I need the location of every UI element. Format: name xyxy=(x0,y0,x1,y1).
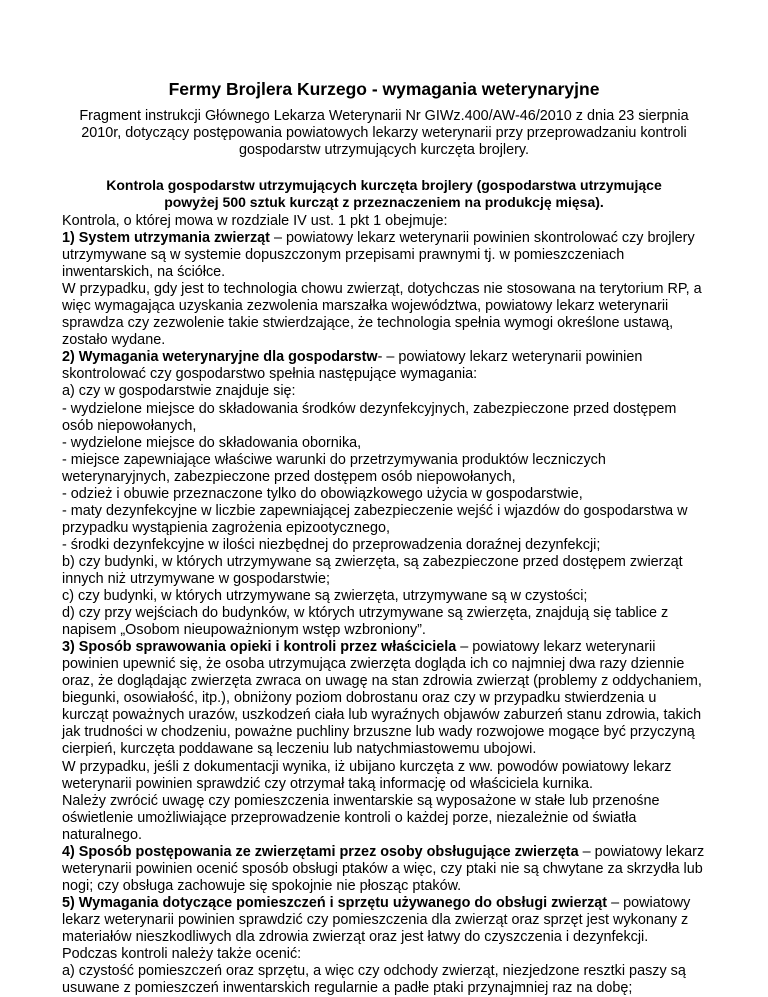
paragraph-text: a) czy w gospodarstwie znajduje się: xyxy=(62,383,296,400)
paragraph xyxy=(62,503,706,537)
paragraph-text: W przypadku, jeśli z dokumentacji wynika, iż ubijano kurczęta z ww. powodów powiatowy lekarz weterynarii powinien sprawdzić czy otrzymał taką informację od właściciela kurnika. xyxy=(62,758,672,792)
paragraph-text: Należy zwrócić uwagę czy pomieszczenia inwentarskie są wyposażone w stałe lub przenośne oświetlenie umożliwiające przeprowadzenie kontroli o każdej porze, niezależnie od światła naturalnego. xyxy=(62,792,660,843)
paragraph-text: d) czy przy wejściach do budynków, w których utrzymywane są zwierzęta, znajdują się tablice z napisem „Osobom nieupoważnionym wstęp wzbroniony”. xyxy=(62,605,669,639)
paragraph-heading: 5) Wymagania dotyczące pomieszczeń i sprzętu używanego do obsługi zwierząt xyxy=(62,894,608,911)
paragraph xyxy=(62,383,706,400)
paragraph-text: c) czy budynki, w których utrzymywane są zwierzęta, utrzymywane są w czystości; xyxy=(62,588,588,605)
paragraph xyxy=(62,452,706,486)
paragraph xyxy=(62,895,706,963)
paragraph-heading: 2) Wymagania weterynaryjne dla gospodarstw xyxy=(62,349,378,366)
paragraph xyxy=(62,844,706,895)
paragraph xyxy=(62,435,706,452)
paragraph-text: - wydzielone miejsce do składowania środków dezynfekcyjnych, zabezpieczone przed dostępem osób niepowołanych, xyxy=(62,400,677,434)
paragraph xyxy=(62,486,706,503)
paragraph xyxy=(62,349,706,383)
paragraph xyxy=(62,639,706,758)
paragraph-text: Kontrola, o której mowa w rozdziale IV ust. 1 pkt 1 obejmuje: xyxy=(62,213,448,229)
paragraph xyxy=(62,281,706,349)
paragraph-text: a) czystość pomieszczeń oraz sprzętu, a więc czy odchody zwierząt, niezjedzone resztki paszy są usuwane z pomieszczeń inwentarskich regularnie a padłe ptaki przynajmniej raz na dobę; xyxy=(62,963,686,997)
paragraph xyxy=(62,588,706,605)
section-heading: Kontrola gospodarstw utrzymujących kurczęta brojlery (gospodarstwa utrzymujące powyżej 500 sztuk kurcząt z przeznaczeniem na produkcję mięsa). xyxy=(106,177,662,210)
paragraph xyxy=(62,605,706,639)
paragraph xyxy=(62,963,706,997)
paragraph-text: – powiatowy lekarz weterynarii powinien sprawdzić czy pomieszczenia dla zwierząt oraz sprzęt jest wykonany z materiałów nieszkodliwych dla zdrowia zwierząt oraz jest łatwy do czyszczenia i dezynfekcji. Podczas kontroli należy także ocenić: xyxy=(62,894,691,963)
paragraph-text: - środki dezynfekcyjne w ilości niezbędnej do przeprowadzenia doraźnej dezynfekcji; xyxy=(62,536,601,553)
paragraph-text: – powiatowy lekarz weterynarii powinien upewnić się, że osoba utrzymująca zwierzęta dogląda ich co najmniej dwa razy dziennie oraz, że doglądając zwierzęta zwraca on uwagę na stan zdrowia zwierząt (problemy z oddychaniem, biegunki, osowiałość, itp.), obniżony poziom dobrostanu oraz czy w przypadku stwierdzenia u kurcząt poważnych urazów, uszkodzeń ciała lub wyraźnych objawów zaburzeń stanu zdrowia, takich jak trudności w chodzeniu, poważne puchliny brzuszne lub wady rozwojowe mogące być przyczyną cierpień, kurczęta poddawane są leczeniu lub natychmiastowemu ubojowi. xyxy=(62,639,702,758)
paragraph xyxy=(62,554,706,588)
paragraph-heading: 3) Sposób sprawowania opieki i kontroli przez właściciela xyxy=(62,639,457,656)
paragraph xyxy=(62,759,706,793)
paragraph xyxy=(62,401,706,435)
paragraph-text: W przypadku, gdy jest to technologia chowu zwierząt, dotychczas nie stosowana na terytorium RP, a więc wymagająca uzyskania zezwolenia marszałka województwa, powiatowy lekarz weterynarii sprawdza czy zezwolenie takie stwierdzające, że technologia spełnia wymogi określone ustawą, zostało wydane. xyxy=(62,281,702,349)
paragraph-heading: 4) Sposób postępowania ze zwierzętami przez osoby obsługujące zwierzęta xyxy=(62,843,579,860)
document-subtitle: Fragment instrukcji Głównego Lekarza Weterynarii Nr GIWz.400/AW-46/2010 z dnia 23 sierpnia 2010r, dotyczący postępowania powiatowych lekarzy weterynarii przy przeprowadzaniu kontroli gospodarstw utrzymujących kurczęta brojlery. xyxy=(79,108,689,158)
paragraph-text: - wydzielone miejsce do składowania obornika, xyxy=(62,434,362,451)
paragraph-text: - odzież i obuwie przeznaczone tylko do obowiązkowego użycia w gospodarstwie, xyxy=(62,485,583,502)
paragraph-text: – powiatowy lekarz weterynarii powinien skontrolować czy brojlery utrzymywane są w systemie dopuszczonym przepisami prawnymi tj. w pomieszczeniach inwentarskich, na ściółce. xyxy=(62,230,695,281)
paragraph-heading: 1) System utrzymania zwierząt xyxy=(62,230,270,247)
paragraph-text: - maty dezynfekcyjne w liczbie zapewniającej zabezpieczenie wejść i wjazdów do gospodarstwa w przypadku wystąpienia zagrożenia epizootycznego, xyxy=(62,502,688,536)
paragraph-text: - – powiatowy lekarz weterynarii powinien skontrolować czy gospodarstwo spełnia następujące wymagania: xyxy=(62,349,643,383)
paragraph xyxy=(62,213,706,230)
paragraph-text: b) czy budynki, w których utrzymywane są zwierzęta, są zabezpieczone przed dostępem zwierząt innych niż utrzymywane w gospodarstwie; xyxy=(62,553,683,587)
paragraph xyxy=(62,793,706,844)
paragraph xyxy=(62,537,706,554)
document-body xyxy=(62,213,706,997)
document-title: Fermy Brojlera Kurzego - wymagania weterynaryjne xyxy=(168,79,600,99)
paragraph xyxy=(62,230,706,281)
paragraph-text: - miejsce zapewniające właściwe warunki do przetrzymywania produktów leczniczych weterynaryjnych, zabezpieczone przed dostępem osób niepowołanych, xyxy=(62,451,606,485)
paragraph-text: – powiatowy lekarz weterynarii powinien ocenić sposób obsługi ptaków a więc, czy ptaki nie są chwytane za skrzydła lub nogi; czy obsługa zachowuje się spokojnie nie płosząc ptaków. xyxy=(62,843,705,894)
